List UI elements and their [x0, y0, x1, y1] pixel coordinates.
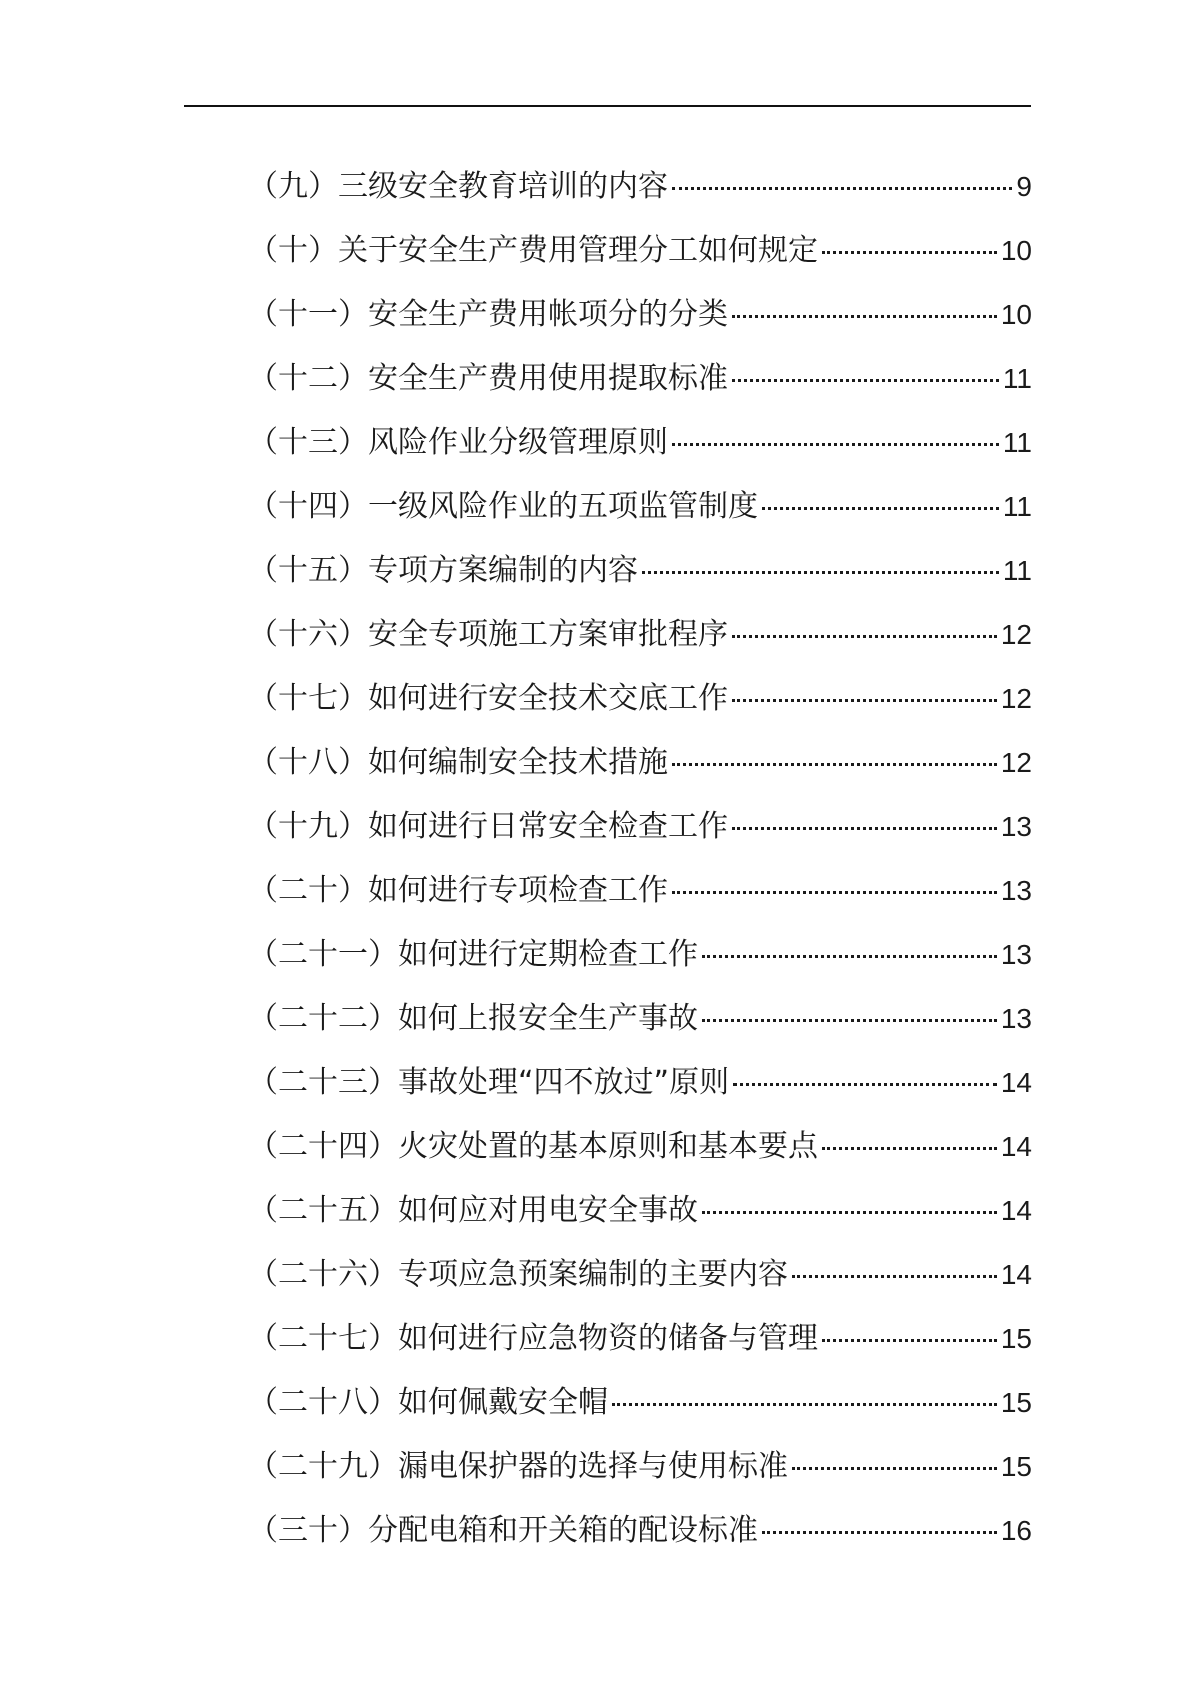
toc-entry[interactable]: [248, 357, 1032, 421]
toc-entry[interactable]: [248, 869, 1032, 933]
toc-entry-title: （十一）安全生产费用帐项分的分类: [248, 297, 728, 332]
header-rule: [184, 105, 1031, 107]
toc-entry-page-number: 13: [1000, 939, 1032, 970]
toc-dot-leader: [702, 1019, 997, 1022]
table-of-contents: [248, 165, 1032, 1573]
toc-entry[interactable]: [248, 805, 1032, 869]
toc-entry-page-number: 11: [1002, 427, 1032, 458]
toc-dot-leader: [672, 443, 999, 446]
toc-entry-title: （二十三）事故处理“四不放过”原则: [248, 1065, 730, 1100]
toc-entry[interactable]: [248, 549, 1032, 613]
toc-dot-leader: [672, 187, 1012, 190]
toc-entry-page-number: 14: [1000, 1131, 1032, 1162]
toc-entry[interactable]: [248, 1253, 1032, 1317]
toc-entry-page-number: 15: [1000, 1387, 1032, 1418]
toc-dot-leader: [672, 891, 997, 894]
toc-dot-leader: [702, 1211, 997, 1214]
toc-entry-title: （二十九）漏电保护器的选择与使用标准: [248, 1449, 788, 1484]
toc-entry-title: （二十八）如何佩戴安全帽: [248, 1385, 608, 1420]
toc-entry-page-number: 12: [1000, 747, 1032, 778]
toc-dot-leader: [672, 763, 997, 766]
toc-entry[interactable]: [248, 933, 1032, 997]
toc-entry-page-number: 12: [1000, 619, 1032, 650]
toc-entry-title: （十七）如何进行安全技术交底工作: [248, 681, 728, 716]
toc-entry-page-number: 11: [1002, 491, 1032, 522]
toc-dot-leader: [733, 1083, 997, 1086]
toc-dot-leader: [642, 571, 999, 574]
toc-entry-page-number: 15: [1000, 1323, 1032, 1354]
toc-entry[interactable]: [248, 1317, 1032, 1381]
toc-entry-title: （十二）安全生产费用使用提取标准: [248, 361, 728, 396]
toc-entry-page-number: 13: [1000, 875, 1032, 906]
toc-entry-page-number: 13: [1000, 811, 1032, 842]
toc-dot-leader: [762, 507, 999, 510]
toc-dot-leader: [792, 1467, 997, 1470]
toc-entry-page-number: 14: [1000, 1259, 1032, 1290]
toc-entry[interactable]: [248, 613, 1032, 677]
toc-entry[interactable]: [248, 293, 1032, 357]
toc-entry-title: （十三）风险作业分级管理原则: [248, 425, 668, 460]
toc-entry[interactable]: [248, 485, 1032, 549]
toc-entry-title: （二十五）如何应对用电安全事故: [248, 1193, 698, 1228]
toc-entry-title: （十五）专项方案编制的内容: [248, 553, 638, 588]
toc-dot-leader: [732, 315, 997, 318]
toc-entry[interactable]: [248, 421, 1032, 485]
toc-entry-page-number: 10: [1000, 299, 1032, 330]
toc-dot-leader: [732, 635, 997, 638]
toc-entry[interactable]: [248, 1445, 1032, 1509]
toc-entry-page-number: 12: [1000, 683, 1032, 714]
toc-entry[interactable]: [248, 677, 1032, 741]
toc-entry-title: （十八）如何编制安全技术措施: [248, 745, 668, 780]
toc-dot-leader: [732, 379, 999, 382]
toc-entry[interactable]: [248, 1381, 1032, 1445]
toc-entry-title: （十六）安全专项施工方案审批程序: [248, 617, 728, 652]
toc-dot-leader: [822, 1147, 997, 1150]
toc-dot-leader: [762, 1531, 997, 1534]
toc-entry-page-number: 13: [1000, 1003, 1032, 1034]
toc-entry-title: （十四）一级风险作业的五项监管制度: [248, 489, 758, 524]
toc-dot-leader: [732, 699, 997, 702]
toc-entry[interactable]: [248, 1125, 1032, 1189]
toc-entry[interactable]: [248, 741, 1032, 805]
toc-entry-page-number: 15: [1000, 1451, 1032, 1482]
toc-entry-page-number: 11: [1002, 555, 1032, 586]
toc-entry-page-number: 14: [1000, 1067, 1032, 1098]
toc-entry-title: （二十一）如何进行定期检查工作: [248, 937, 698, 972]
toc-entry-page-number: 11: [1002, 363, 1032, 394]
toc-entry-title: （十九）如何进行日常安全检查工作: [248, 809, 728, 844]
toc-entry[interactable]: [248, 229, 1032, 293]
toc-entry-page-number: 14: [1000, 1195, 1032, 1226]
toc-dot-leader: [612, 1403, 997, 1406]
toc-entry-page-number: 10: [1000, 235, 1032, 266]
toc-entry-title: （二十）如何进行专项检查工作: [248, 873, 668, 908]
toc-dot-leader: [822, 1339, 997, 1342]
toc-entry[interactable]: [248, 1189, 1032, 1253]
toc-entry-title: （九）三级安全教育培训的内容: [248, 169, 668, 204]
toc-dot-leader: [702, 955, 997, 958]
toc-entry-title: （二十二）如何上报安全生产事故: [248, 1001, 698, 1036]
toc-dot-leader: [822, 251, 997, 254]
toc-dot-leader: [732, 827, 997, 830]
toc-entry-title: （十）关于安全生产费用管理分工如何规定: [248, 233, 818, 268]
toc-entry-title: （三十）分配电箱和开关箱的配设标准: [248, 1513, 758, 1548]
toc-entry-title: （二十四）火灾处置的基本原则和基本要点: [248, 1129, 818, 1164]
toc-entry-title: （二十七）如何进行应急物资的储备与管理: [248, 1321, 818, 1356]
toc-entry[interactable]: [248, 997, 1032, 1061]
toc-entry-page-number: 9: [1016, 171, 1032, 202]
toc-entry-page-number: 16: [1000, 1515, 1032, 1546]
toc-dot-leader: [792, 1275, 997, 1278]
toc-entry[interactable]: [248, 165, 1032, 229]
toc-entry[interactable]: [248, 1509, 1032, 1573]
toc-entry-title: （二十六）专项应急预案编制的主要内容: [248, 1257, 788, 1292]
toc-entry[interactable]: [248, 1061, 1032, 1125]
